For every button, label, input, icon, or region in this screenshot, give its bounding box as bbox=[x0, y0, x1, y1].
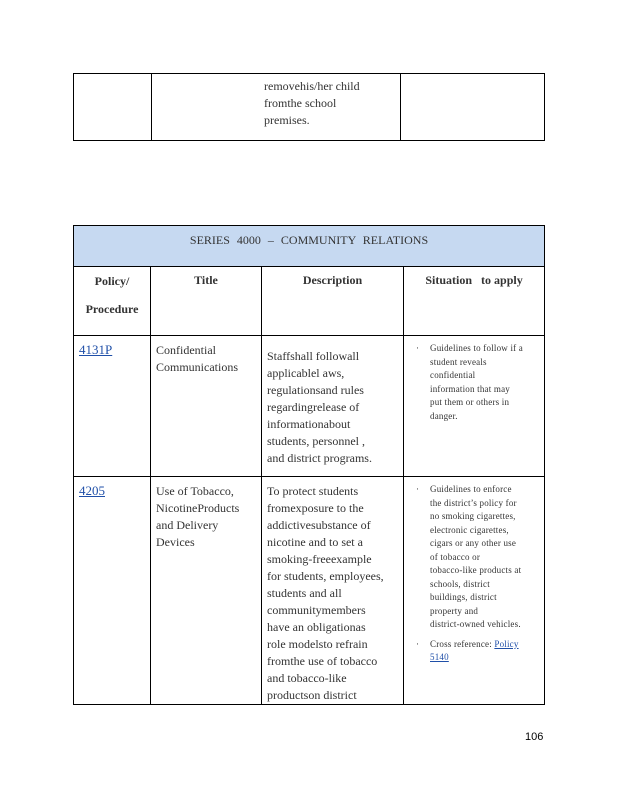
text-line: and Delivery bbox=[156, 518, 219, 532]
text-line: nicotine and to set a bbox=[267, 535, 363, 549]
policy-table bbox=[73, 225, 545, 705]
table-row bbox=[74, 336, 545, 477]
continuation-description-cell bbox=[152, 74, 401, 141]
text-line: and district programs. bbox=[267, 451, 372, 465]
text-line: fromthe school bbox=[264, 96, 337, 110]
continuation-table bbox=[73, 73, 545, 141]
page-number: 106 bbox=[525, 731, 544, 743]
text-line: confidential bbox=[430, 370, 476, 380]
cross-reference-label: Cross reference: bbox=[430, 638, 495, 649]
text-line: no smoking cigarettes, bbox=[430, 511, 516, 521]
header-description-text: Description bbox=[302, 273, 363, 287]
text-line: cigars or any other use bbox=[430, 538, 517, 548]
text-line: and tobacco-like bbox=[267, 671, 347, 685]
text-line: property and bbox=[430, 605, 479, 616]
policy-5140-link[interactable]: Policy bbox=[494, 638, 519, 649]
column-header-description bbox=[262, 267, 404, 336]
policy-situation-cell bbox=[404, 477, 545, 705]
series-header-row bbox=[74, 226, 545, 267]
policy-4131p-link[interactable]: 4131P bbox=[79, 342, 113, 357]
text-line: removehis/her child bbox=[264, 79, 360, 93]
text-line: Communications bbox=[156, 360, 238, 374]
policy-situation-cell bbox=[404, 336, 545, 477]
situation-list bbox=[404, 336, 544, 423]
series-title: SERIES 4000 – COMMUNITY RELATIONS bbox=[189, 233, 429, 247]
policy-description-cell bbox=[262, 477, 404, 705]
situation-item bbox=[414, 483, 538, 632]
text-line: fromthe use of tobacco bbox=[267, 654, 378, 668]
text-line: of tobacco or bbox=[430, 551, 481, 562]
text-line: To protect students bbox=[267, 484, 359, 498]
situation-list bbox=[404, 477, 544, 665]
continuation-row bbox=[74, 74, 545, 141]
column-header-situation bbox=[404, 267, 545, 336]
text-line: · Guidelines to follow if a bbox=[430, 343, 523, 353]
text-line: buildings, district bbox=[430, 592, 497, 602]
text-line: information that may bbox=[430, 383, 510, 394]
text-line: · Guidelines to enforce bbox=[430, 484, 512, 494]
text-line: schools, district bbox=[430, 578, 490, 589]
continuation-description bbox=[152, 74, 400, 129]
policy-code-cell bbox=[74, 477, 151, 705]
policy-title-cell bbox=[151, 336, 262, 477]
text-line: productson district bbox=[267, 688, 357, 702]
text-line: Staffshall followall bbox=[267, 349, 360, 363]
policy-title-cell bbox=[151, 477, 262, 705]
policy-description-cell bbox=[262, 336, 404, 477]
situation-item bbox=[414, 342, 538, 423]
continuation-code-cell bbox=[74, 74, 152, 141]
text-line: Devices bbox=[156, 535, 195, 549]
text-line: regardingrelease of bbox=[267, 400, 360, 414]
text-line: the district’s policy for bbox=[430, 497, 517, 508]
text-line: tobacco-like products at bbox=[430, 565, 522, 575]
table-row bbox=[74, 477, 545, 705]
text-line: communitymembers bbox=[267, 603, 366, 617]
text-line: role modelsto refrain bbox=[267, 637, 368, 651]
policy-code-cell bbox=[74, 336, 151, 477]
text-line: addictivesubstance of bbox=[267, 518, 371, 532]
text-line: regulationsand rules bbox=[267, 383, 364, 397]
text-line: electronic cigarettes, bbox=[430, 524, 509, 535]
text-line: student reveals bbox=[430, 356, 487, 367]
policy-5140-link-continued[interactable]: 5140 bbox=[430, 652, 449, 662]
column-header-policy bbox=[74, 267, 151, 336]
header-situation-text: Situation to apply bbox=[425, 273, 523, 287]
text-line: Use of Tobacco, bbox=[156, 484, 234, 498]
text-line: applicablel aws, bbox=[267, 366, 345, 380]
continuation-situation-cell bbox=[401, 74, 545, 141]
header-policy-line2: Procedure bbox=[85, 302, 139, 316]
text-line: danger. bbox=[430, 410, 458, 421]
text-line: premises. bbox=[264, 113, 310, 127]
text-line: put them or others in bbox=[430, 397, 510, 407]
text-line: district-owned vehicles. bbox=[430, 619, 521, 629]
text-line: have an obligationas bbox=[267, 620, 366, 634]
text-line: Confidential bbox=[156, 343, 216, 357]
header-policy-line1: Policy/ bbox=[94, 274, 130, 288]
policy-4205-link[interactable]: 4205 bbox=[79, 483, 105, 498]
text-line: NicotineProducts bbox=[156, 501, 240, 515]
text-line: informationabout bbox=[267, 417, 351, 431]
text-line: fromexposure to the bbox=[267, 501, 364, 515]
series-header-cell bbox=[74, 226, 545, 267]
column-header-row bbox=[74, 267, 545, 336]
text-line: for students, employees, bbox=[267, 569, 384, 583]
header-title-text: Title bbox=[194, 273, 218, 287]
text-line: students and all bbox=[267, 586, 342, 600]
cross-reference-item bbox=[414, 638, 538, 665]
text-line: smoking-freeexample bbox=[267, 552, 372, 566]
text-line: students, personnel , bbox=[267, 434, 365, 448]
column-header-title bbox=[151, 267, 262, 336]
